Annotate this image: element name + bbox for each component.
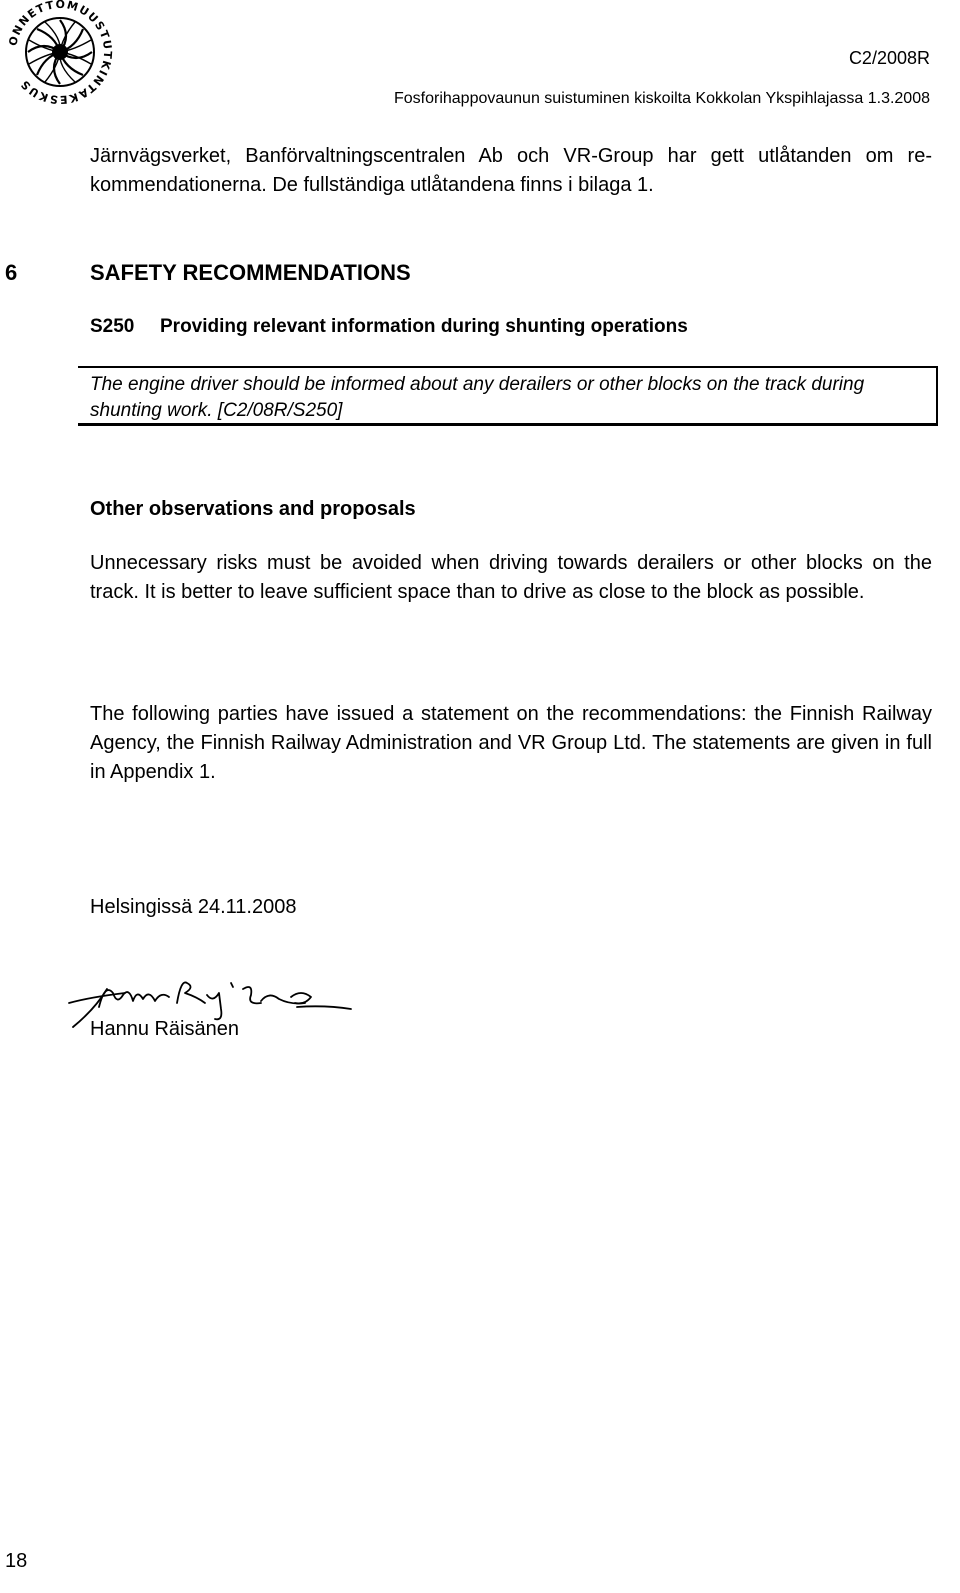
section-number: 6 — [5, 260, 18, 285]
statement-paragraph: The following parties have issued a statement on the recommendations: the Finnish Railway Agency, the Finnish Railway Administration and VR Group Ltd. The statements are given in full in Appendix 1. — [90, 703, 932, 783]
recommendation-title: Providing relevant information during shunting operations — [160, 316, 688, 337]
section-title: SAFETY RECOMMENDATIONS — [90, 260, 411, 285]
observations-heading: Other observations and proposals — [90, 498, 416, 520]
observations-paragraph: Unnecessary risks must be avoided when driving towards derailers or other blocks on the track. It is better to leave sufficient space than to drive as close to the block as possible. — [90, 552, 932, 603]
recommendation-id: S250 — [90, 316, 135, 337]
report-code: C2/2008R — [848, 48, 930, 68]
report-title: Fosforihappovaunun suistuminen kiskoilta Kokkolan Ykspihlajassa 1.3.2008 — [393, 90, 930, 107]
logo-ring-text: ONNETTOMUUSTUTKINTAKESKUS — [6, 0, 115, 104]
page-number: 18 — [5, 1550, 28, 1572]
place-date: Helsingissä 24.11.2008 — [90, 896, 297, 918]
recommendation-text: The engine driver should be informed about any derailers or other blocks on the track during shunting work. [C2/08R/S250] — [90, 374, 865, 421]
intro-paragraph: Järnvägsverket, Banförvaltningscentralen Ab och VR-Group har gett utlåtanden om re-kommendationerna. De fullständiga utlåtandena finns i bilaga 1. — [90, 145, 932, 196]
signer-name: Hannu Räisänen — [90, 1018, 239, 1040]
organization-logo — [0, 0, 120, 104]
